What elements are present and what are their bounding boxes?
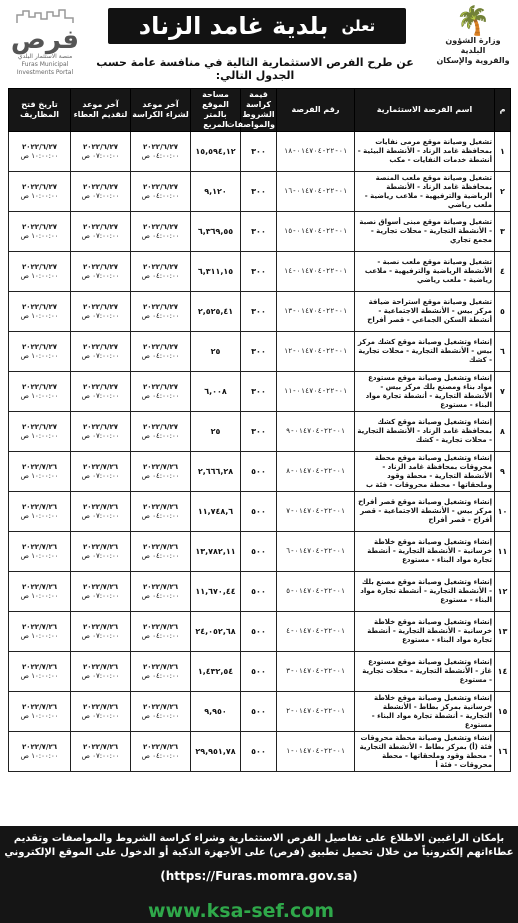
site-area: ٢,٥٢٥,٤١ — [191, 292, 241, 332]
opportunity-name: إنشاء وتشغيل وصيانة موقع قصر أفراح مركز بيس - الأنشطة الاجتماعية - قصر أفراح - قصر أفراح — [355, 492, 495, 532]
submit-deadline — [71, 252, 131, 292]
submit-deadline — [71, 692, 131, 732]
table-row — [9, 732, 511, 772]
buy-time: ٠٤:٠٠:٠٠ ص — [141, 511, 180, 520]
row-index: ٢ — [495, 172, 511, 212]
submit-time: ٠٧:٠٠:٠٠ ص — [81, 711, 120, 720]
submit-date: ٢٠٢٢/٦/٢٧ — [82, 382, 119, 391]
opportunity-name: إنشاء وتشغيل وصيانة موقع خلاطة خرسانية بمركز بطاط - الأنشطة التجارية - أنشطة تجارة مواد البناء - مستودع — [355, 692, 495, 732]
municipality-name: بلدية غامد الزناد — [138, 12, 329, 40]
submit-date: ٢٠٢٢/٦/٢٧ — [82, 142, 119, 151]
buy-deadline — [131, 412, 191, 452]
row-index: ١ — [495, 132, 511, 172]
open-date — [9, 652, 71, 692]
buy-time: ٠٤:٠٠:٠٠ ص — [141, 751, 180, 760]
buy-deadline — [131, 332, 191, 372]
buy-date: ٢٠٢٢/٦/٢٧ — [142, 422, 179, 431]
submit-time: ٠٧:٠٠:٠٠ ص — [81, 551, 120, 560]
opportunity-number: ٠١-٢٢-٠١٤٧٠٤-٥ — [277, 572, 355, 612]
submit-time: ٠٧:٠٠:٠٠ ص — [81, 751, 120, 760]
booklet-price: ٣٠٠ — [241, 252, 277, 292]
col-area: مساحة الموقع بالمتر المربع — [191, 89, 241, 132]
open-date — [9, 412, 71, 452]
row-index: ٦ — [495, 332, 511, 372]
submit-deadline — [71, 732, 131, 772]
open-day: ٢٠٢٢/٧/٢٦ — [21, 462, 58, 471]
booklet-price: ٣٠٠ — [241, 172, 277, 212]
buy-time: ٠٤:٠٠:٠٠ ص — [141, 231, 180, 240]
opportunity-number: ٠١-٢٢-٠١٤٧٠٤-٦ — [277, 532, 355, 572]
open-time: ١٠:٠٠:٠٠ ص — [20, 631, 59, 640]
submit-date: ٢٠٢٢/٧/٢٦ — [82, 542, 119, 551]
opportunity-name: تشغيل وصيانة موقع ملعب المنصة بمحافظة غامد الزناد - الأنشطة الرياضية والترفيهية - ملاعب رياضية - ملعب رياضي — [355, 172, 495, 212]
open-date — [9, 212, 71, 252]
opportunity-name: إنشاء وتشغيل وصيانة موقع مصنع بلك - الأنشطة التجارية - أنشطة تجارة مواد البناء - مستودع — [355, 572, 495, 612]
opportunity-name: إنشاء وتشغيل وصيانة موقع محطة محروقات بمحافظة غامد الزناد - الأنشطة التجارية - محطة وقود وملحقاتها - محطة محروقات - فئة ب — [355, 452, 495, 492]
open-date — [9, 172, 71, 212]
row-index: ٣ — [495, 212, 511, 252]
buy-time: ٠٤:٠٠:٠٠ ص — [141, 591, 180, 600]
row-index: ١٣ — [495, 612, 511, 652]
opportunity-number: ٠١-٢٢-٠١٤٧٠٤-١ — [277, 732, 355, 772]
col-submit-deadline: آخر موعد لتقديم العطاء — [71, 89, 131, 132]
booklet-price: ٣٠٠ — [241, 212, 277, 252]
booklet-price: ٣٠٠ — [241, 372, 277, 412]
buy-time: ٠٤:٠٠:٠٠ ص — [141, 311, 180, 320]
booklet-price: ٥٠٠ — [241, 532, 277, 572]
ministry-logo — [434, 6, 512, 76]
submit-time: ٠٧:٠٠:٠٠ ص — [81, 191, 120, 200]
open-date — [9, 572, 71, 612]
submit-time: ٠٧:٠٠:٠٠ ص — [81, 511, 120, 520]
open-date — [9, 332, 71, 372]
col-price: قيمة كراسة الشروط والمواصفات — [241, 89, 277, 132]
buy-time: ٠٤:٠٠:٠٠ ص — [141, 671, 180, 680]
buy-deadline — [131, 252, 191, 292]
opportunity-name: إنشاء وتشغيل وصيانة موقع كشك بمحافظة غامد الزناد - الأنشطة التجارية - محلات تجارية - كشك — [355, 412, 495, 452]
buy-deadline — [131, 212, 191, 252]
submit-deadline — [71, 412, 131, 452]
submit-deadline — [71, 572, 131, 612]
buy-time: ٠٤:٠٠:٠٠ ص — [141, 551, 180, 560]
buy-deadline — [131, 292, 191, 332]
open-day: ٢٠٢٢/٧/٢٦ — [21, 742, 58, 751]
booklet-price: ٥٠٠ — [241, 452, 277, 492]
open-date — [9, 372, 71, 412]
open-date — [9, 612, 71, 652]
submit-time: ٠٧:٠٠:٠٠ ص — [81, 231, 120, 240]
footer-line2: عطاءاتهم إلكترونياً من خلال تحميل تطبيق (فرص) على الأجهزة الذكية أو الدخول على الموقع الإلكتروني — [4, 847, 514, 858]
buy-time: ٠٤:٠٠:٠٠ ص — [141, 271, 180, 280]
booklet-price: ٣٠٠ — [241, 292, 277, 332]
table-row — [9, 292, 511, 332]
open-day: ٢٠٢٢/٧/٢٦ — [21, 582, 58, 591]
header — [0, 0, 518, 82]
row-index: ٤ — [495, 252, 511, 292]
col-open-date: تاريخ فتح المظاريف — [9, 89, 71, 132]
submit-deadline — [71, 332, 131, 372]
col-buy-deadline: آخر موعد لشراء الكراسة — [131, 89, 191, 132]
submit-deadline — [71, 372, 131, 412]
submit-time: ٠٧:٠٠:٠٠ ص — [81, 431, 120, 440]
title-banner — [108, 8, 406, 44]
submit-date: ٢٠٢٢/٧/٢٦ — [82, 582, 119, 591]
booklet-price: ٥٠٠ — [241, 692, 277, 732]
table-row — [9, 412, 511, 452]
submit-time: ٠٧:٠٠:٠٠ ص — [81, 271, 120, 280]
submit-deadline — [71, 492, 131, 532]
table-row — [9, 252, 511, 292]
buy-date: ٢٠٢٢/٧/٢٦ — [142, 662, 179, 671]
submit-time: ٠٧:٠٠:٠٠ ص — [81, 631, 120, 640]
buy-date: ٢٠٢٢/٦/٢٧ — [142, 382, 179, 391]
booklet-price: ٣٠٠ — [241, 332, 277, 372]
booklet-price: ٥٠٠ — [241, 652, 277, 692]
site-area: ٢٤,٠٥٢,٦٨ — [191, 612, 241, 652]
footer-line1: بإمكان الراغبين الاطلاع على تفاصيل الفرص الاستثمارية وشراء كراسة الشروط والمواصفات وتقديم — [13, 833, 505, 844]
opportunity-number: ٠١-٢٢-٠١٤٧٠٤-١٢ — [277, 332, 355, 372]
site-area: ١١,٧٤٨,٦ — [191, 492, 241, 532]
opportunity-number: ٠١-٢٢-٠١٤٧٠٤-٢ — [277, 692, 355, 732]
buy-date: ٢٠٢٢/٧/٢٦ — [142, 462, 179, 471]
open-time: ١٠:٠٠:٠٠ ص — [20, 471, 59, 480]
buy-time: ٠٤:٠٠:٠٠ ص — [141, 391, 180, 400]
submit-date: ٢٠٢٢/٦/٢٧ — [82, 342, 119, 351]
submit-deadline — [71, 452, 131, 492]
opportunity-number: ٠١-٢٢-٠١٤٧٠٤-١٣ — [277, 292, 355, 332]
col-opportunity: اسم الفرصة الاستثمارية — [355, 89, 495, 132]
announce-word: تعلن — [341, 17, 376, 35]
buy-date: ٢٠٢٢/٦/٢٧ — [142, 182, 179, 191]
open-time: ١٠:٠٠:٠٠ ص — [20, 271, 59, 280]
open-time: ١٠:٠٠:٠٠ ص — [20, 311, 59, 320]
open-date — [9, 692, 71, 732]
submit-deadline — [71, 652, 131, 692]
buy-deadline — [131, 372, 191, 412]
site-area: ٢٥ — [191, 412, 241, 452]
table-row — [9, 572, 511, 612]
opportunity-name: إنشاء وتشغيل وصيانة موقع مستودع مواد بناء ومصنع بلك مركز بيس - الأنشطة التجارية - أنشطة تجارة مواد البناء - مستودع — [355, 372, 495, 412]
palm-swords-emblem-icon: 🌴 — [455, 4, 491, 37]
open-day: ٢٠٢٢/٧/٢٦ — [21, 542, 58, 551]
buy-date: ٢٠٢٢/٧/٢٦ — [142, 742, 179, 751]
submit-time: ٠٧:٠٠:٠٠ ص — [81, 151, 120, 160]
ministry-line2: والقروية والإسكان — [436, 56, 510, 65]
buy-date: ٢٠٢٢/٧/٢٦ — [142, 542, 179, 551]
submit-deadline — [71, 212, 131, 252]
site-area: ٢,٦٦٦,٢٨ — [191, 452, 241, 492]
open-time: ١٠:٠٠:٠٠ ص — [20, 191, 59, 200]
submit-date: ٢٠٢٢/٦/٢٧ — [82, 222, 119, 231]
booklet-price: ٣٠٠ — [241, 132, 277, 172]
open-day: ٢٠٢٢/٦/٢٧ — [21, 382, 58, 391]
table-row — [9, 212, 511, 252]
site-area: ١٣,٧٨٢,١١ — [191, 532, 241, 572]
opportunity-number: ٠١-٢٢-٠١٤٧٠٤-١٨ — [277, 132, 355, 172]
open-time: ١٠:٠٠:٠٠ ص — [20, 671, 59, 680]
open-date — [9, 532, 71, 572]
buy-date: ٢٠٢٢/٦/٢٧ — [142, 222, 179, 231]
submit-deadline — [71, 292, 131, 332]
opportunity-name: إنشاء وتشغيل وصيانة محطة محروقات فئة (أ) بمركز بطاط - الأنشطة التجارية - محطة وقود وملحقاتها - محطة محروقات - فئة أ — [355, 732, 495, 772]
buy-deadline — [131, 692, 191, 732]
table-row — [9, 612, 511, 652]
row-index: ١٤ — [495, 652, 511, 692]
submit-date: ٢٠٢٢/٧/٢٦ — [82, 662, 119, 671]
open-date — [9, 492, 71, 532]
buy-date: ٢٠٢٢/٦/٢٧ — [142, 302, 179, 311]
submit-date: ٢٠٢٢/٧/٢٦ — [82, 742, 119, 751]
open-day: ٢٠٢٢/٦/٢٧ — [21, 302, 58, 311]
table-row — [9, 492, 511, 532]
submit-time: ٠٧:٠٠:٠٠ ص — [81, 591, 120, 600]
open-time: ١٠:٠٠:٠٠ ص — [20, 431, 59, 440]
site-area: ٦,٠٠٨ — [191, 372, 241, 412]
submit-date: ٢٠٢٢/٧/٢٦ — [82, 502, 119, 511]
buy-deadline — [131, 532, 191, 572]
site-area: ٦,٣١١,١٥ — [191, 252, 241, 292]
open-date — [9, 132, 71, 172]
buy-deadline — [131, 732, 191, 772]
table-row — [9, 652, 511, 692]
site-area: ٩,١٢٠ — [191, 172, 241, 212]
table-row — [9, 452, 511, 492]
site-area: ٦,٣٦٩,٥٥ — [191, 212, 241, 252]
row-index: ١٠ — [495, 492, 511, 532]
open-day: ٢٠٢٢/٧/٢٦ — [21, 502, 58, 511]
intro-text: عن طرح الفرص الاستثمارية التالية في منافسة عامة حسب الجدول التالي: — [96, 56, 414, 82]
table-row — [9, 172, 511, 212]
submit-deadline — [71, 132, 131, 172]
footer-url[interactable]: (https://Furas.momra.gov.sa) — [160, 869, 358, 883]
opportunity-number: ٠١-٢٢-٠١٤٧٠٤-١١ — [277, 372, 355, 412]
table-row — [9, 692, 511, 732]
open-time: ١٠:٠٠:٠٠ ص — [20, 551, 59, 560]
submit-time: ٠٧:٠٠:٠٠ ص — [81, 391, 120, 400]
opportunity-number: ٠١-٢٢-٠١٤٧٠٤-٤ — [277, 612, 355, 652]
open-day: ٢٠٢٢/٧/٢٦ — [21, 662, 58, 671]
open-time: ١٠:٠٠:٠٠ ص — [20, 751, 59, 760]
row-index: ١٢ — [495, 572, 511, 612]
submit-time: ٠٧:٠٠:٠٠ ص — [81, 471, 120, 480]
open-day: ٢٠٢٢/٦/٢٧ — [21, 182, 58, 191]
opportunity-name: إنشاء وتشغيل وصيانة موقع خلاطة خرسانية - الأنشطة التجارية - أنشطة تجارة مواد البناء - مستودع — [355, 612, 495, 652]
submit-date: ٢٠٢٢/٦/٢٧ — [82, 262, 119, 271]
open-date — [9, 732, 71, 772]
opportunity-number: ٠١-٢٢-٠١٤٧٠٤-١٦ — [277, 172, 355, 212]
buy-date: ٢٠٢٢/٧/٢٦ — [142, 622, 179, 631]
buy-deadline — [131, 452, 191, 492]
row-index: ١١ — [495, 532, 511, 572]
table-row — [9, 372, 511, 412]
submit-date: ٢٠٢٢/٦/٢٧ — [82, 302, 119, 311]
open-day: ٢٠٢٢/٦/٢٧ — [21, 422, 58, 431]
submit-time: ٠٧:٠٠:٠٠ ص — [81, 671, 120, 680]
row-index: ٥ — [495, 292, 511, 332]
row-index: ٩ — [495, 452, 511, 492]
furas-logo — [8, 8, 82, 76]
table-row — [9, 332, 511, 372]
opportunities-table — [8, 88, 511, 772]
open-time: ١٠:٠٠:٠٠ ص — [20, 151, 59, 160]
skyline-icon — [15, 9, 75, 23]
row-index: ٧ — [495, 372, 511, 412]
submit-date: ٢٠٢٢/٧/٢٦ — [82, 622, 119, 631]
buy-date: ٢٠٢٢/٧/٢٦ — [142, 582, 179, 591]
site-area: ١١,٦٧٠,٤٤ — [191, 572, 241, 612]
buy-deadline — [131, 132, 191, 172]
row-index: ٨ — [495, 412, 511, 452]
buy-date: ٢٠٢٢/٧/٢٦ — [142, 702, 179, 711]
ministry-line1: وزارة الشؤون البلدية — [445, 36, 501, 55]
col-index: م — [495, 89, 511, 132]
buy-time: ٠٤:٠٠:٠٠ ص — [141, 191, 180, 200]
furas-sub1: منصة الاستثمار البلدي — [17, 53, 73, 60]
opportunity-name: إنشاء وتشغيل وصيانة موقع خلاطة خرسانية - الأنشطة التجارية - أنشطة تجارة مواد البناء - مستودع — [355, 532, 495, 572]
buy-deadline — [131, 492, 191, 532]
site-area: ٢٩,٩٥١,٧٨ — [191, 732, 241, 772]
opportunity-name: تشغيل وصيانة موقع مرمى نفايات بمحافظة غامد الزناد - الأنشطة البيئية - أنشطة خدمات النفايات - مكب — [355, 132, 495, 172]
table-row — [9, 132, 511, 172]
furas-brand: فرص — [10, 25, 80, 55]
furas-sub2: Furas Municipal Investments Portal — [16, 61, 74, 76]
open-date — [9, 292, 71, 332]
open-time: ١٠:٠٠:٠٠ ص — [20, 391, 59, 400]
open-day: ٢٠٢٢/٦/٢٧ — [21, 262, 58, 271]
site-area: ٢٥ — [191, 332, 241, 372]
open-day: ٢٠٢٢/٦/٢٧ — [21, 342, 58, 351]
open-day: ٢٠٢٢/٧/٢٦ — [21, 702, 58, 711]
buy-time: ٠٤:٠٠:٠٠ ص — [141, 471, 180, 480]
open-time: ١٠:٠٠:٠٠ ص — [20, 351, 59, 360]
opportunity-number: ٠١-٢٢-٠١٤٧٠٤-١٥ — [277, 212, 355, 252]
open-day: ٢٠٢٢/٦/٢٧ — [21, 142, 58, 151]
opportunity-number: ٠١-٢٢-٠١٤٧٠٤-٣ — [277, 652, 355, 692]
buy-time: ٠٤:٠٠:٠٠ ص — [141, 351, 180, 360]
opportunity-number: ٠١-٢٢-٠١٤٧٠٤-٩ — [277, 412, 355, 452]
open-time: ١٠:٠٠:٠٠ ص — [20, 711, 59, 720]
buy-deadline — [131, 572, 191, 612]
buy-date: ٢٠٢٢/٦/٢٧ — [142, 262, 179, 271]
table-header-row — [9, 89, 511, 132]
buy-time: ٠٤:٠٠:٠٠ ص — [141, 431, 180, 440]
open-time: ١٠:٠٠:٠٠ ص — [20, 511, 59, 520]
submit-date: ٢٠٢٢/٧/٢٦ — [82, 702, 119, 711]
submit-date: ٢٠٢٢/٧/٢٦ — [82, 462, 119, 471]
buy-time: ٠٤:٠٠:٠٠ ص — [141, 151, 180, 160]
opportunity-number: ٠١-٢٢-٠١٤٧٠٤-٨ — [277, 452, 355, 492]
opportunity-name: تشغيل وصيانة موقع ملعب نصبة - الأنشطة الرياضية والترفيهية - ملاعب رياضية - ملعب رياضي — [355, 252, 495, 292]
buy-date: ٢٠٢٢/٦/٢٧ — [142, 342, 179, 351]
submit-deadline — [71, 172, 131, 212]
buy-date: ٢٠٢٢/٧/٢٦ — [142, 502, 179, 511]
buy-deadline — [131, 652, 191, 692]
submit-deadline — [71, 532, 131, 572]
site-area: ٩,٩٥٠ — [191, 692, 241, 732]
col-number: رقم الفرصة — [277, 89, 355, 132]
opportunity-number: ٠١-٢٢-٠١٤٧٠٤-١٤ — [277, 252, 355, 292]
row-index: ١٦ — [495, 732, 511, 772]
buy-deadline — [131, 172, 191, 212]
booklet-price: ٣٠٠ — [241, 412, 277, 452]
table-row — [9, 532, 511, 572]
watermark: www.ksa-sef.com — [148, 900, 335, 922]
submit-deadline — [71, 612, 131, 652]
opportunity-name: إنشاء وتشغيل وصيانة موقع كشك مركز بيس - الأنشطة التجارية - محلات تجارية - كشك — [355, 332, 495, 372]
booklet-price: ٥٠٠ — [241, 732, 277, 772]
booklet-price: ٥٠٠ — [241, 492, 277, 532]
open-date — [9, 452, 71, 492]
submit-time: ٠٧:٠٠:٠٠ ص — [81, 311, 120, 320]
opportunity-name: تشغيل وصيانة موقع مبنى أسواق نصبة - الأنشطة التجارية - محلات تجارية - مجمع تجاري — [355, 212, 495, 252]
submit-date: ٢٠٢٢/٦/٢٧ — [82, 422, 119, 431]
opportunity-name: إنشاء وتشغيل وصيانة موقع مستودع غاز - الأنشطة التجارية - محلات تجارية - مستودع — [355, 652, 495, 692]
open-day: ٢٠٢٢/٧/٢٦ — [21, 622, 58, 631]
open-day: ٢٠٢٢/٦/٢٧ — [21, 222, 58, 231]
open-time: ١٠:٠٠:٠٠ ص — [20, 231, 59, 240]
row-index: ١٥ — [495, 692, 511, 732]
open-time: ١٠:٠٠:٠٠ ص — [20, 591, 59, 600]
submit-time: ٠٧:٠٠:٠٠ ص — [81, 351, 120, 360]
open-date — [9, 252, 71, 292]
site-area: ١٥,٥٩٤,١٢ — [191, 132, 241, 172]
buy-date: ٢٠٢٢/٦/٢٧ — [142, 142, 179, 151]
booklet-price: ٥٠٠ — [241, 612, 277, 652]
buy-deadline — [131, 612, 191, 652]
submit-date: ٢٠٢٢/٦/٢٧ — [82, 182, 119, 191]
buy-time: ٠٤:٠٠:٠٠ ص — [141, 711, 180, 720]
site-area: ١,٤٣٢,٥٤ — [191, 652, 241, 692]
booklet-price: ٥٠٠ — [241, 572, 277, 612]
opportunity-name: تشغيل وصيانة موقع استراحة ضيافة مركز بيس - الأنشطة الاجتماعية - أنشطة السكن الجماعي - قصر أفراح — [355, 292, 495, 332]
buy-time: ٠٤:٠٠:٠٠ ص — [141, 631, 180, 640]
opportunity-number: ٠١-٢٢-٠١٤٧٠٤-٧ — [277, 492, 355, 532]
